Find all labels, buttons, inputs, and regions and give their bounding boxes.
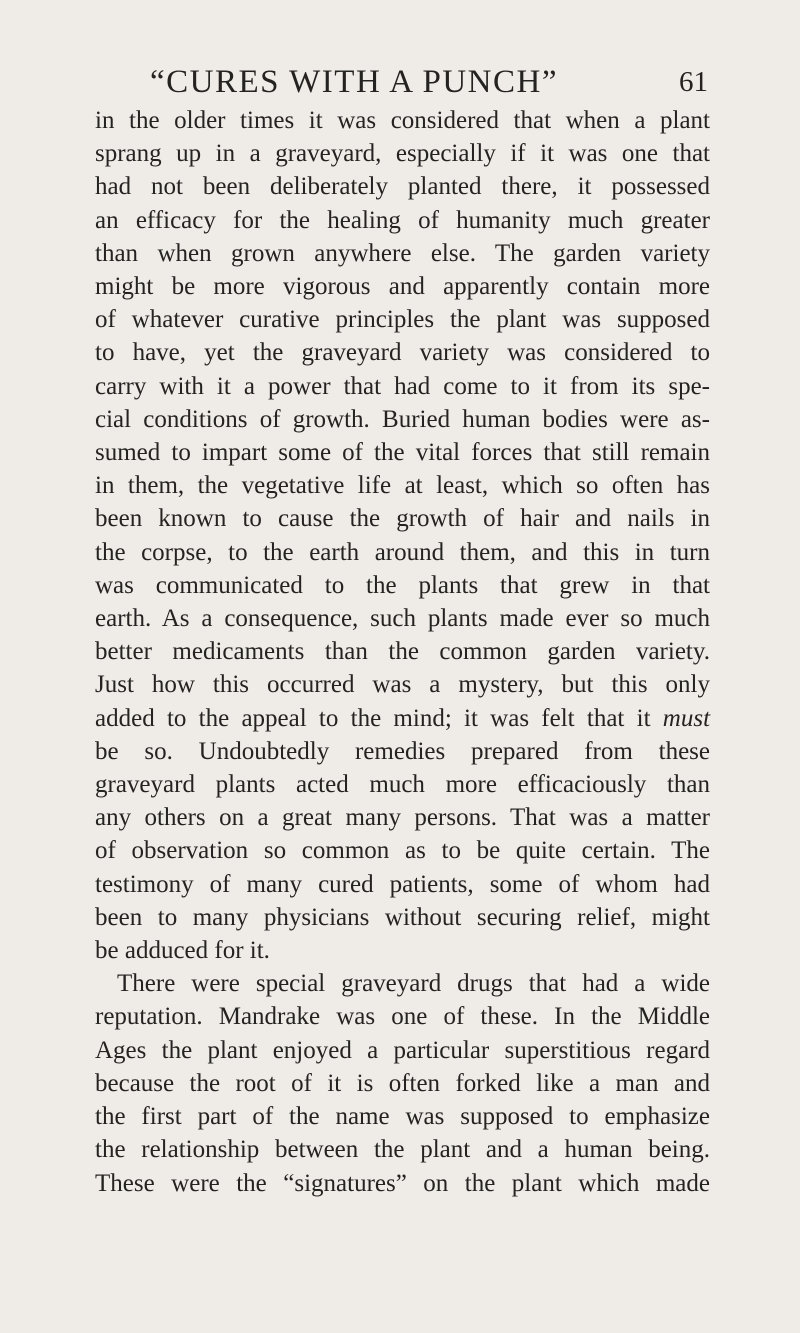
text-line: the corpse, to the earth around them, and this in turn: [95, 538, 710, 566]
text-line: been to many physicians without securing relief, might: [95, 903, 710, 931]
text-line: an efficacy for the healing of humanity much greater: [95, 206, 710, 234]
text-line: sprang up in a graveyard, especially if it was one that: [95, 140, 710, 168]
text-line: in the older times it was considered that when a plant: [95, 107, 710, 134]
emphasized-word: must: [662, 704, 711, 732]
text-line: in them, the vegetative life at least, which so often has: [95, 472, 710, 500]
text-line: might be more vigorous and apparently contain more: [95, 273, 710, 301]
text-line: was communicated to the plants that grew in that: [95, 571, 710, 599]
text-line-with-emphasis: [95, 702, 710, 735]
text-line: of whatever curative principles the plant was supposed: [95, 306, 710, 334]
text-line: These were the “signatures” on the plant which made: [95, 1169, 710, 1197]
text-line: the relationship between the plant and a human being.: [95, 1136, 710, 1164]
text-line: of observation so common as to be quite certain. The: [95, 837, 710, 865]
text-line: testimony of many cured patients, some of whom had: [95, 870, 710, 898]
text-line: any others on a great many persons. That was a matter: [95, 804, 710, 832]
text-line: to have, yet the graveyard variety was considered to: [95, 339, 710, 367]
paragraph-1: [95, 104, 710, 967]
text-line: be so. Undoubtedly remedies prepared from these: [95, 737, 710, 765]
text-line: earth. As a consequence, such plants made ever so much: [95, 605, 710, 633]
text-line: cial conditions of growth. Buried human bodies were as-: [95, 405, 710, 433]
page-number: 61: [679, 66, 708, 98]
text-line: sumed to impart some of the vital forces that still remain: [95, 439, 710, 467]
text-line: because the root of it is often forked like a man and: [95, 1069, 710, 1097]
page-header: [0, 58, 800, 106]
text-line: been known to cause the growth of hair and nails in: [95, 505, 710, 533]
text-line: be adduced for it.: [95, 937, 270, 965]
text-line: Ages the plant enjoyed a particular superstitious regard: [95, 1036, 710, 1064]
text-line-start: added to the appeal to the mind; it was felt that it: [95, 704, 651, 732]
running-title: “CURES WITH A PUNCH”: [150, 64, 558, 100]
page-body: [95, 104, 710, 1200]
paragraph-2: [95, 967, 710, 1199]
text-line: Just how this occurred was a mystery, but this only: [95, 671, 710, 699]
text-line: reputation. Mandrake was one of these. In the Middle: [95, 1003, 710, 1031]
text-line: than when grown anywhere else. The garden variety: [95, 239, 710, 267]
text-line: graveyard plants acted much more efficaciously than: [95, 771, 710, 799]
text-line: had not been deliberately planted there, it possessed: [95, 173, 710, 201]
text-line: carry with it a power that had come to it from its spe-: [95, 372, 710, 400]
text-line: better medicaments than the common garden variety.: [95, 638, 710, 666]
text-line: the first part of the name was supposed to emphasize: [95, 1103, 710, 1131]
text-line: There were special graveyard drugs that had a wide: [117, 970, 710, 998]
